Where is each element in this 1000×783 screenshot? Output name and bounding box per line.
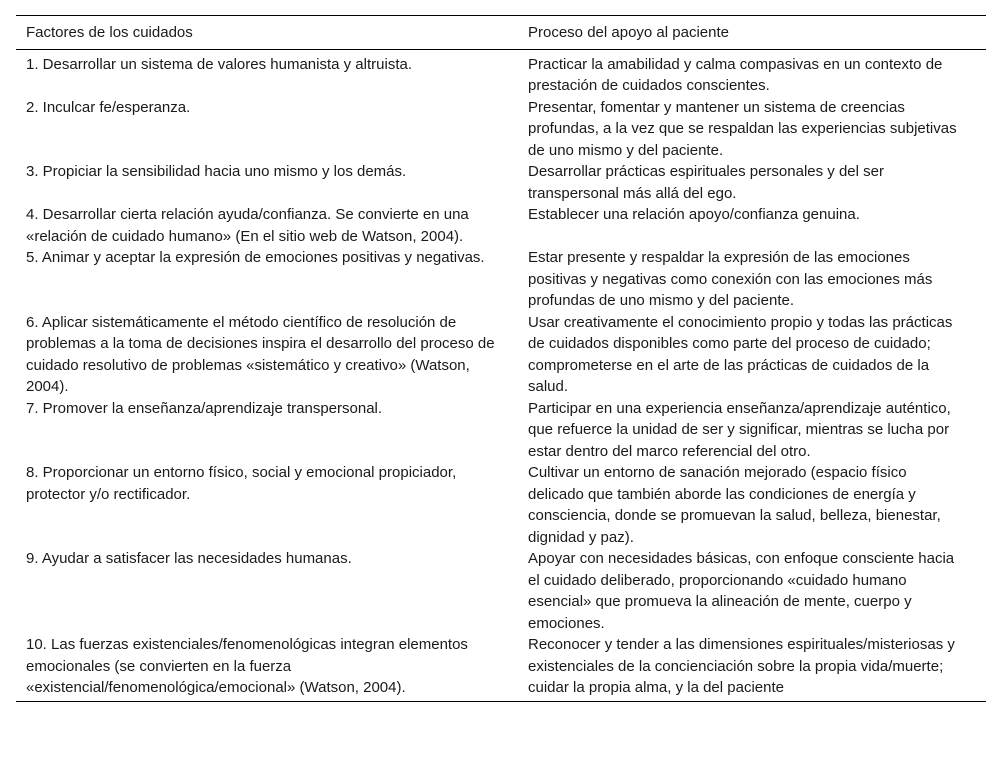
factor-cell xyxy=(16,247,518,312)
support-text: Cultivar un entorno de sanación mejorado (espacio físico delicado que también aborde las condiciones de energía y consciencia, donde se promuevan la salud, belleza, bienestar, dignidad y paz). xyxy=(528,464,941,546)
support-cell xyxy=(518,247,986,312)
support-cell xyxy=(518,204,986,247)
factor-text: 3. Propiciar la sensibilidad hacia uno mismo y los demás. xyxy=(26,163,407,180)
table-row xyxy=(16,97,986,162)
table-body xyxy=(16,49,986,701)
table-row xyxy=(16,204,986,247)
support-text: Usar creativamente el conocimiento propio y todas las prácticas de cuidados disponibles como parte del proceso de cuidado; comprometerse en el arte de las prácticas de cuidados de la salud. xyxy=(528,313,953,395)
table-row xyxy=(16,312,986,398)
header-support: Proceso del apoyo al paciente xyxy=(528,24,729,41)
support-cell xyxy=(518,97,986,162)
support-cell xyxy=(518,462,986,548)
factor-text: 6. Aplicar sistemáticamente el método científico de resolución de problemas a la toma de decisiones inspira el desarrollo del proceso de cuidado resolutivo de problemas «sistemático y creativo» (Watson, 2004). xyxy=(26,313,495,395)
factor-cell xyxy=(16,548,518,634)
factor-text: 9. Ayudar a satisfacer las necesidades humanas. xyxy=(26,550,352,567)
support-text: Participar en una experiencia enseñanza/aprendizaje auténtico, que refuerce la unidad de ser y significar, mientras se lucha por estar dentro del marco referencial del otro. xyxy=(528,399,951,460)
factor-cell xyxy=(16,97,518,162)
factor-text: 4. Desarrollar cierta relación ayuda/confianza. Se convierte en una «relación de cuidado humano» (En el sitio web de Watson, 2004). xyxy=(26,206,469,245)
factor-cell xyxy=(16,398,518,463)
table-row xyxy=(16,161,986,204)
support-text: Desarrollar prácticas espirituales personales y del ser transpersonal más allá del ego. xyxy=(528,163,884,202)
factor-cell xyxy=(16,462,518,548)
factor-text: 2. Inculcar fe/esperanza. xyxy=(26,98,191,116)
factor-text: 5. Animar y aceptar la expresión de emociones positivas y negativas. xyxy=(26,249,485,266)
care-factors-table xyxy=(16,15,986,702)
factor-text: 10. Las fuerzas existenciales/fenomenológicas integran elementos emocionales (se convierten en la fuerza «existencial/fenomenológica/emocional» (Watson, 2004). xyxy=(26,636,468,696)
support-cell xyxy=(518,49,986,97)
table-header xyxy=(16,16,986,50)
support-cell xyxy=(518,398,986,463)
table-row xyxy=(16,247,986,312)
support-cell xyxy=(518,161,986,204)
header-row xyxy=(16,16,986,50)
table-row xyxy=(16,398,986,463)
table-row xyxy=(16,548,986,634)
support-cell xyxy=(518,312,986,398)
header-factor: Factores de los cuidados xyxy=(26,24,193,41)
support-text: Practicar la amabilidad y calma compasivas en un contexto de prestación de cuidados conscientes. xyxy=(528,55,943,94)
factor-cell xyxy=(16,312,518,398)
factor-cell xyxy=(16,204,518,247)
support-text: Estar presente y respaldar la expresión de las emociones positivas y negativas como conexión con las emociones más profundas de uno mismo y del paciente. xyxy=(528,249,933,309)
factor-cell xyxy=(16,634,518,701)
factor-text: 1. Desarrollar un sistema de valores humanista y altruista. xyxy=(26,55,413,73)
factor-cell xyxy=(16,49,518,97)
support-text: Establecer una relación apoyo/confianza genuina. xyxy=(528,206,860,223)
support-text: Reconocer y tender a las dimensiones espirituales/misteriosas y existenciales de la concienciación sobre la propia vida/muerte; cuidar la propia alma, y la del paciente xyxy=(528,636,955,696)
factor-text: 8. Proporcionar un entorno físico, social y emocional propiciador, protector y/o rectificador. xyxy=(26,464,457,503)
support-cell xyxy=(518,634,986,701)
support-text: Presentar, fomentar y mantener un sistema de creencias profundas, a la vez que se respaldan las experiencias subjetivas de uno mismo y del paciente. xyxy=(528,98,957,159)
table-row xyxy=(16,634,986,701)
table-row xyxy=(16,49,986,97)
support-cell xyxy=(518,548,986,634)
support-text: Apoyar con necesidades básicas, con enfoque consciente hacia el cuidado deliberado, proporcionando «cuidado humano esencial» que promueva la alineación de mente, cuerpo y emociones. xyxy=(528,550,955,632)
table-row xyxy=(16,462,986,548)
factor-text: 7. Promover la enseñanza/aprendizaje transpersonal. xyxy=(26,399,383,417)
factor-cell xyxy=(16,161,518,204)
